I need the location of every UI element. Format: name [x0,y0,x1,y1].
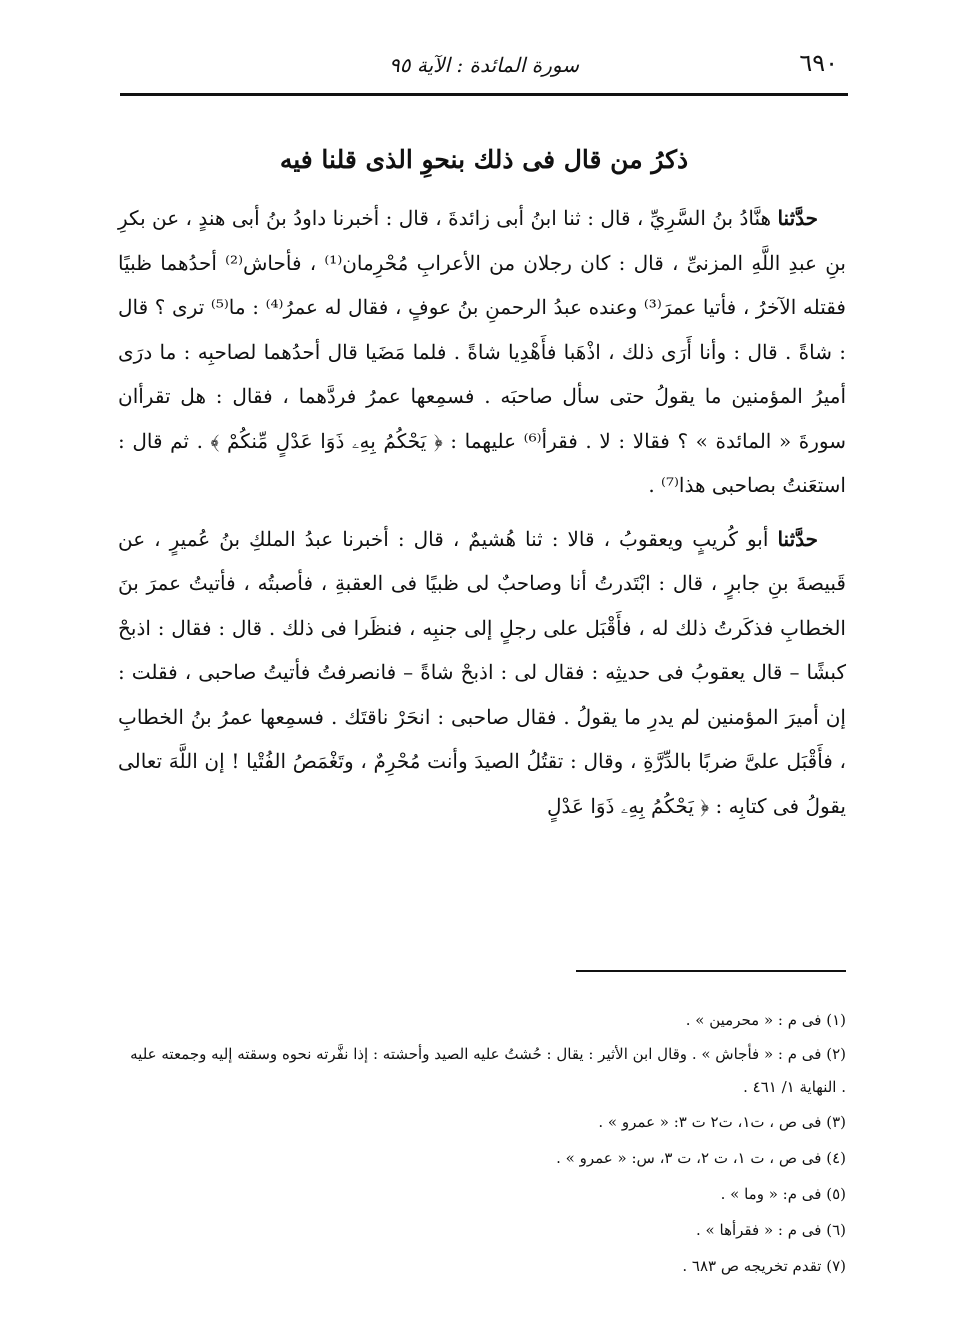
page-header [120,42,848,96]
footnote: (٧) تقدم تخريجه ص ٦٨٣ . [682,1257,846,1275]
paragraph [118,517,846,829]
footnote: (٦) فى م : « فقرأها » . [696,1221,846,1239]
footnote: (٣) فى ص ، ت١، ت٢ ت ٣: « عمرو » . [598,1113,846,1131]
footnotes [128,1002,846,1284]
footnote: (٥) فى م: « وما » . [720,1185,846,1203]
paragraph [118,196,846,508]
paragraph-text: أبو كُريبٍ ويعقوبُ ، قالا : ثنا هُشيمٌ ، قال : أخبرنا عبدُ الملكِ بنُ عُميرٍ ، عن قَبيصةَ بنِ جابرٍ ، قال : ابْتَدرتُ أنا وصاحبٌ لى ظبيًا فى العقبةِ ، فأصبتُه ، فأتيتُ عمرَ بنَ الخطابِ فذكَرتُ ذلك له ، فأَقْبَل على رجلٍ إلى جنبِه ، فنظَرا فى ذلك . قال : فقال : اذبحْ كبشًا – قال يعقوبُ فى حديثِه : فقال لى : اذبحْ شاةً – فانصرفتُ فأتيتُ صاحبى ، فقلت : إن أميرَ المؤمنين لم يدرِ ما يقولُ . فقال صاحبى : انحَرْ ناقتَك . فسمِعها عمرُ بنُ الخطابِ ، فأَقْبَل علىَّ ضربًا بالدِّرَّةِ ، وقال : تقتُلُ الصيدَ وأنت مُحْرِمٌ ، وتَغْمَصُ الفُتْيا ! إن اللَّهَ تعالى يقولُ فى كتابِه : ﴿ يَحْكُمُ بِهِۦ ذَوَا عَدْلٍ [118,526,846,818]
main-text [118,196,846,828]
footnote: (١) فى م : « محرمين » . [685,1011,846,1029]
footnote-divider [576,970,846,972]
running-title: سورة المائدة : الآية ٩٥ [389,53,579,77]
page-number: ٦٩٠ [799,49,838,77]
footnote: (٢) فى م : « فأجاش » . وقال ابن الأثير : يقال : حُشتُ عليه الصيد وأحشته : إذا نفَّرته نحوه وسقته إليه وجمعته عليه . النهاية ١/ ٤٦١ . [130,1045,846,1096]
section-title: ذكرُ من قال فى ذلك بنحوِ الذى قلنا فيه [279,145,689,174]
header-rule [120,93,848,96]
paragraph-lead: حدَّثنا [777,206,818,230]
paragraph-lead: حدَّثنا [777,526,819,551]
footnote: (٤) فى ص ، ت ١، ت ٢، ت ٣، س: « عمرو » . [556,1149,846,1167]
paragraph-text: هنَّادُ بنُ السَّرِيِّ ، قال : ثنا ابنُ أبى زائدةَ ، قال : أخبرنا داودُ بنُ أبى هندٍ ، عن بكرِ بنِ عبدِ اللَّهِ المزنىِّ ، قال : كان رجلان من الأعرابِ مُحْرِمان⁽¹⁾ ، فأحاش⁽²⁾ أحدُهما ظبيًا فقتله الآخرُ ، فأتيا عمرَ⁽³⁾ وعنده عبدُ الرحمنِ بنُ عوفٍ ، فقال له عمرُ⁽⁴⁾ : ما⁽⁵⁾ ترى ؟ قال : شاةً . قال : وأنا أَرَى ذلك ، اذْهَبا فأَهْدِيا شاةً . فلما مَضَيا قال أحدُهما لصاحبِه : ما درَى أميرُ المؤمنين ما يقولُ حتى سأل صاحبَه . فسمِعها عمرُ فردَّهما ، فقال : هل تقرأان سورةَ « المائدة » ؟ فقالا : لا . فقرأ⁽⁶⁾ عليهما : ﴿ يَحْكُمُ بِهِۦ ذَوَا عَدْلٍ مِّنكُمْ ﴾ . ثم قال : استعَنتُ بصاحبى هذا⁽⁷⁾ . [118,206,847,497]
